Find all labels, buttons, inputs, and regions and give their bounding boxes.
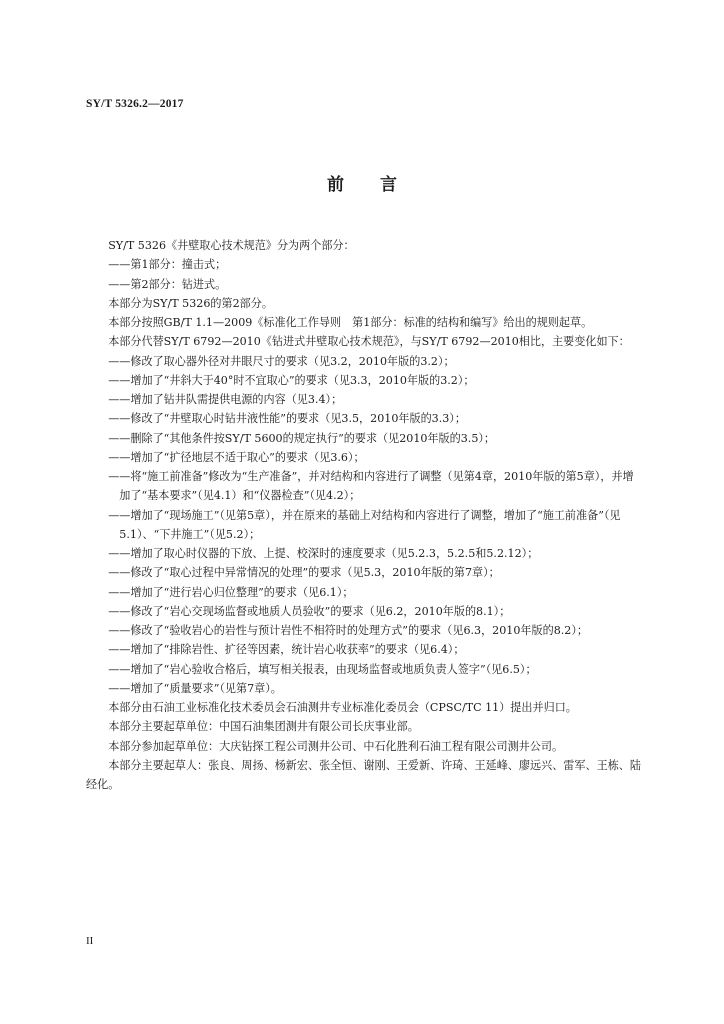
paragraph: 本部分代替SY/T 6792—2010《钻进式井壁取心技术规范》，与SY/T 6792—2010相比，主要变化如下： (108, 335, 630, 349)
paragraph: 本部分由石油工业标准化技术委员会石油测井专业标准化委员会（CPSC/TC 11）提出并归口。 (108, 701, 577, 714)
list-item: ——增加了“排除岩性、扩径等因素，统计岩心收获率”的要求（见6.4）； (108, 643, 465, 657)
list-item: ——修改了“岩心交现场监督或地质人员验收”的要求（见6.2，2010年版的8.1）； (108, 604, 511, 618)
list-item: ——增加了“井斜大于40°时不宜取心”的要求（见3.3，2010年版的3.2）； (108, 373, 475, 387)
page-title: 前言 (327, 175, 433, 195)
list-item: ——增加了“进行岩心归位整理”的要求（见6.1）； (108, 585, 354, 599)
paragraph: SY/T 5326《井壁取心技术规范》分为两个部分： (108, 239, 355, 252)
list-item: ——修改了“取心过程中异常情况的处理”的要求（见5.3，2010年版的第7章）； (108, 566, 500, 580)
list-item: ——删除了“其他条件按SY/T 5600的规定执行”的要求（见2010年版的3.5）； (108, 431, 496, 445)
standard-number: SY/T 5326.2—2017 (86, 98, 184, 110)
paragraph: 本部分主要起草人：张良、周扬、杨新宏、张全恒、谢刚、王爱新、许琦、王延峰、廖远兴、雷军、王栋、陆经化。 (86, 758, 641, 791)
list-item: ——修改了“井壁取心时钻井液性能”的要求（见3.5，2010年版的3.3）； (108, 412, 466, 426)
list-item: ——将“施工前准备”修改为“生产准备”，并对结构和内容进行了调整（见第4章，2010年版的第5章），并增加了“基本要求”（见4.1）和“仪器检查”（见4.2）； (108, 470, 634, 503)
list-item: ——增加了取心时仪器的下放、上提、校深时的速度要求（见5.2.3，5.2.5和5.2.12）； (108, 547, 539, 560)
list-item: ——第2部分：钻进式。 (108, 277, 227, 291)
list-item: ——增加了钻井队需提供电源的内容（见3.4）； (108, 393, 343, 406)
page-number: II (86, 935, 94, 947)
paragraph: 本部分主要起草单位：中国石油集团测井有限公司长庆事业部。 (108, 720, 419, 734)
list-item: ——第1部分：撞击式； (108, 258, 227, 272)
list-item: ——修改了“验收岩心的岩性与预计岩性不相符时的处理方式”的要求（见6.3，2010年版的8.2）； (108, 624, 588, 637)
list-item: ——增加了“扩径地层不适于取心”的要求（见3.6）； (108, 450, 365, 464)
body-text (86, 236, 641, 794)
paragraph: 本部分参加起草单位：大庆钻探工程公司测井公司、中石化胜利石油工程有限公司测井公司。 (108, 739, 564, 753)
list-item: ——修改了取心器外径对井眼尺寸的要求（见3.2，2010年版的3.2）； (108, 354, 455, 368)
list-item: ——增加了“岩心验收合格后，填写相关报表，由现场监督或地质负责人签字”（见6.5）； (108, 662, 537, 676)
paragraph: 本部分按照GB/T 1.1—2009《标准化工作导则 第1部分：标准的结构和编写》给出的规则起草。 (108, 316, 593, 329)
list-item: ——增加了“现场施工”（见第5章），并在原来的基础上对结构和内容进行了调整，增加了“施工前准备”（见5.1）、“下井施工”（见5.2）； (108, 508, 621, 541)
paragraph: 本部分为SY/T 5326的第2部分。 (108, 296, 273, 310)
list-item: ——增加了“质量要求”（见第7章）。 (108, 681, 282, 695)
